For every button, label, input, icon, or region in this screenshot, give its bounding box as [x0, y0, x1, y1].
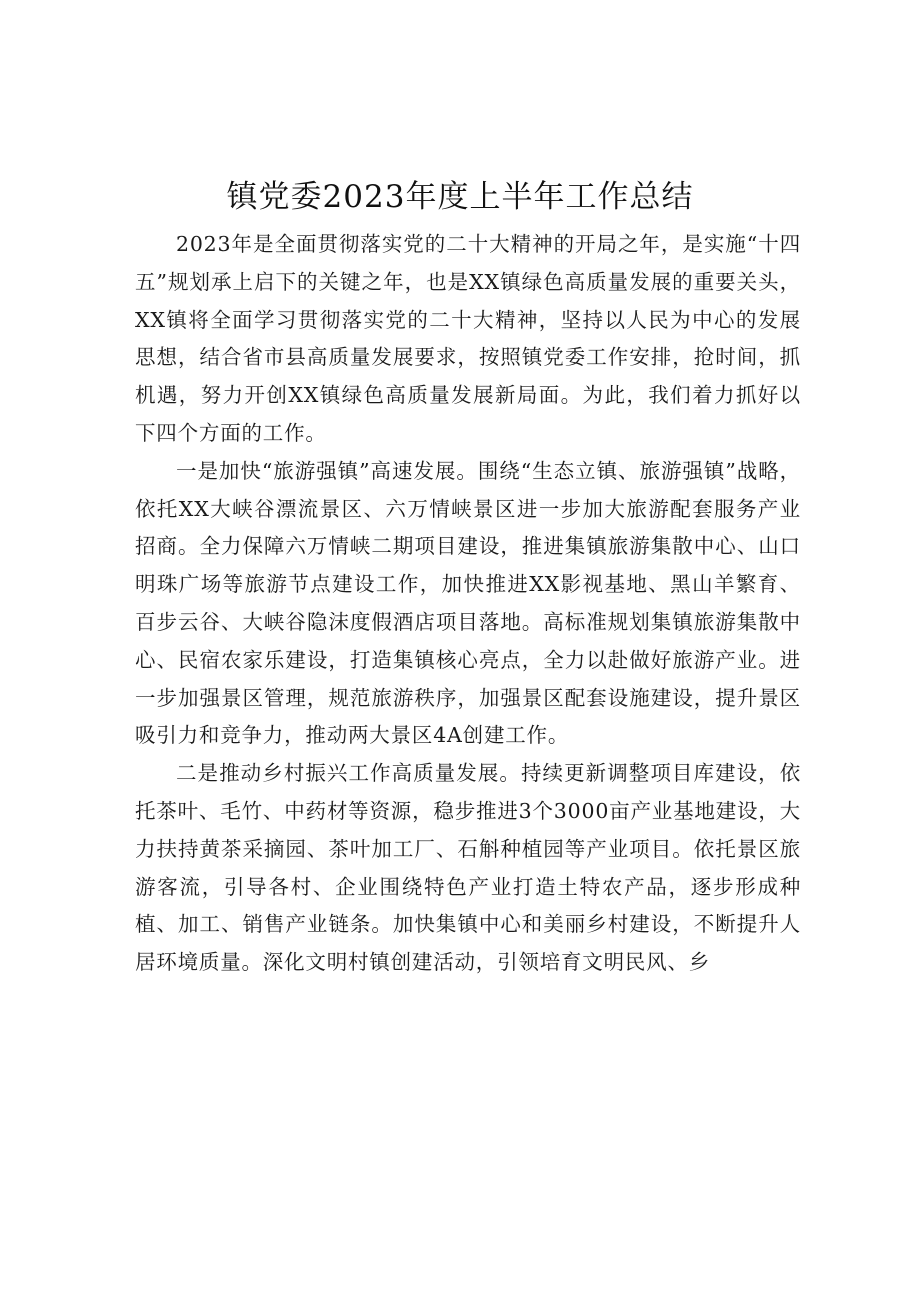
paragraph-tourism: 一是加快“旅游强镇”高速发展。围绕“生态立镇、旅游强镇”战略，依托XX大峡谷漂流景区、六万情峡景区进一步加大旅游配套服务产业招商。全力保障六万情峡二期项目建设，推进集镇旅游集散中心、山口明珠广场等旅游节点建设工作，加快推进XX影视基地、黑山羊繁育、百步云谷、大峡谷隐沫度假酒店项目落地。高标准规划集镇旅游集散中心、民宿农家乐建设，打造集镇核心亮点，全力以赴做好旅游产业。进一步加强景区管理，规范旅游秩序，加强景区配套设施建设，提升景区吸引力和竞争力，推动两大景区4A创建工作。 — [135, 458, 801, 748]
document-body — [135, 226, 801, 982]
document-title: 镇党委2023年度上半年工作总结 — [226, 178, 694, 215]
paragraph-intro: 2023年是全面贯彻落实党的二十大精神的开局之年，是实施“十四五”规划承上启下的关键之年，也是XX镇绿色高质量发展的重要关头，XX镇将全面学习贯彻落实党的二十大精神，坚持以人民为中心的发展思想，结合省市县高质量发展要求，按照镇党委工作安排，抢时间，抓机遇，努力开创XX镇绿色高质量发展新局面。为此，我们着力抓好以下四个方面的工作。 — [135, 232, 801, 445]
paragraph-rural-revitalization: 二是推动乡村振兴工作高质量发展。持续更新调整项目库建设，依托茶叶、毛竹、中药材等资源，稳步推进3个3000亩产业基地建设，大力扶持黄茶采摘园、茶叶加工厂、石斛种植园等产业项目。依托景区旅游客流，引导各村、企业围绕特色产业打造土特农产品，逐步形成种植、加工、销售产业链条。加快集镇中心和美丽乡村建设，不断提升人居环境质量。深化文明村镇创建活动，引领培育文明民风、乡 — [135, 761, 801, 975]
